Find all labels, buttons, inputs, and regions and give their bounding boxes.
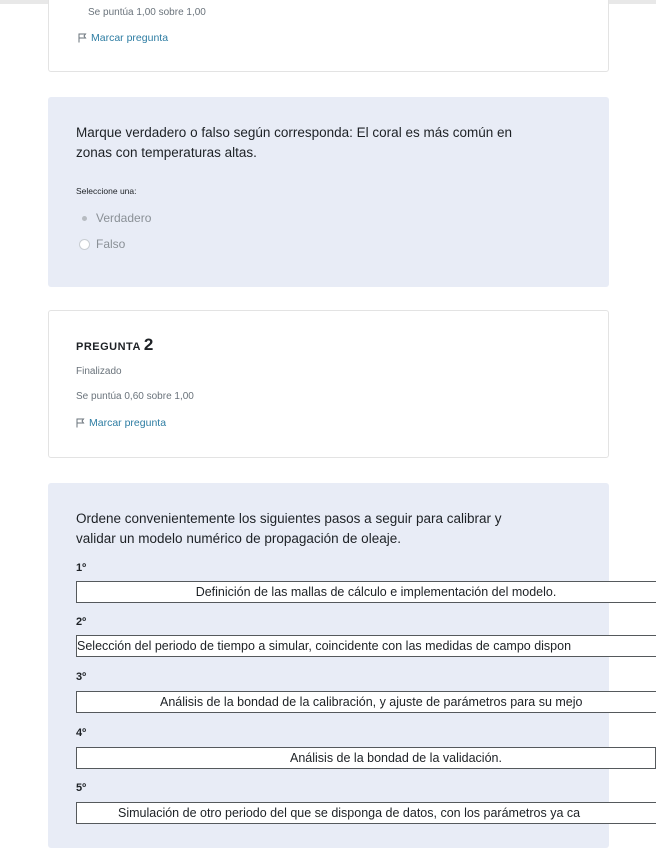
- option-falso-label: Falso: [96, 237, 126, 251]
- question1-text-line1: Marque verdadero o falso según corresponda: El coral es más común en: [76, 125, 512, 140]
- option-verdadero-label: Verdadero: [96, 211, 152, 225]
- select-one-label: Seleccione una:: [76, 186, 137, 196]
- radio-falso[interactable]: [79, 239, 90, 250]
- question2-title-prefix: PREGUNTA: [76, 341, 141, 353]
- question2-score: Se puntúa 0,60 sobre 1,00: [76, 391, 194, 402]
- step-4-answer-box[interactable]: Análisis de la bondad de la validación.: [76, 747, 656, 769]
- step-5-answer-box[interactable]: Simulación de otro periodo del que se disponga de datos, con los parámetros ya ca: [76, 802, 656, 824]
- step-1-answer-box[interactable]: Definición de las mallas de cálculo e implementación del modelo.: [76, 581, 656, 603]
- option-verdadero[interactable]: [79, 211, 151, 225]
- step-2-label: 2º: [76, 616, 87, 628]
- radio-selected-dot: [82, 216, 87, 221]
- flag-icon: [78, 33, 87, 43]
- question1-text: [76, 123, 586, 163]
- question2-text-line2: validar un modelo numérico de propagación de oleaje.: [76, 531, 401, 546]
- option-falso[interactable]: [79, 237, 125, 251]
- question2-text: [76, 509, 596, 549]
- step-4-label: 4º: [76, 727, 87, 739]
- question2-flag-label[interactable]: Marcar pregunta: [89, 417, 167, 429]
- question2-content-card: [48, 483, 609, 848]
- question1-flag-link[interactable]: [78, 32, 168, 44]
- step-3-answer-box[interactable]: Análisis de la bondad de la calibración, y ajuste de parámetros para su mejo: [76, 691, 656, 713]
- step-2-answer-box[interactable]: Selección del periodo de tiempo a simular, coincidente con las medidas de campo dispon: [76, 635, 656, 657]
- step-1-label: 1º: [76, 562, 87, 574]
- question2-status: Finalizado: [76, 366, 122, 377]
- question1-text-line2: zonas con temperaturas altas.: [76, 145, 257, 160]
- question1-flag-label[interactable]: Marcar pregunta: [91, 32, 169, 44]
- step-5-label: 5º: [76, 782, 87, 794]
- question1-content-card: [48, 97, 609, 287]
- radio-verdadero[interactable]: [79, 213, 90, 224]
- question2-info-card: [48, 310, 609, 458]
- step-3-label: 3º: [76, 671, 87, 683]
- question2-flag-link[interactable]: [76, 417, 166, 429]
- question1-score: Se puntúa 1,00 sobre 1,00: [88, 7, 206, 18]
- question2-number: 2: [143, 335, 154, 354]
- question2-text-line1: Ordene convenientemente los siguientes pasos a seguir para calibrar y: [76, 511, 502, 526]
- question1-info-card: [48, 0, 609, 72]
- flag-icon: [76, 418, 85, 428]
- question2-title: [76, 335, 154, 355]
